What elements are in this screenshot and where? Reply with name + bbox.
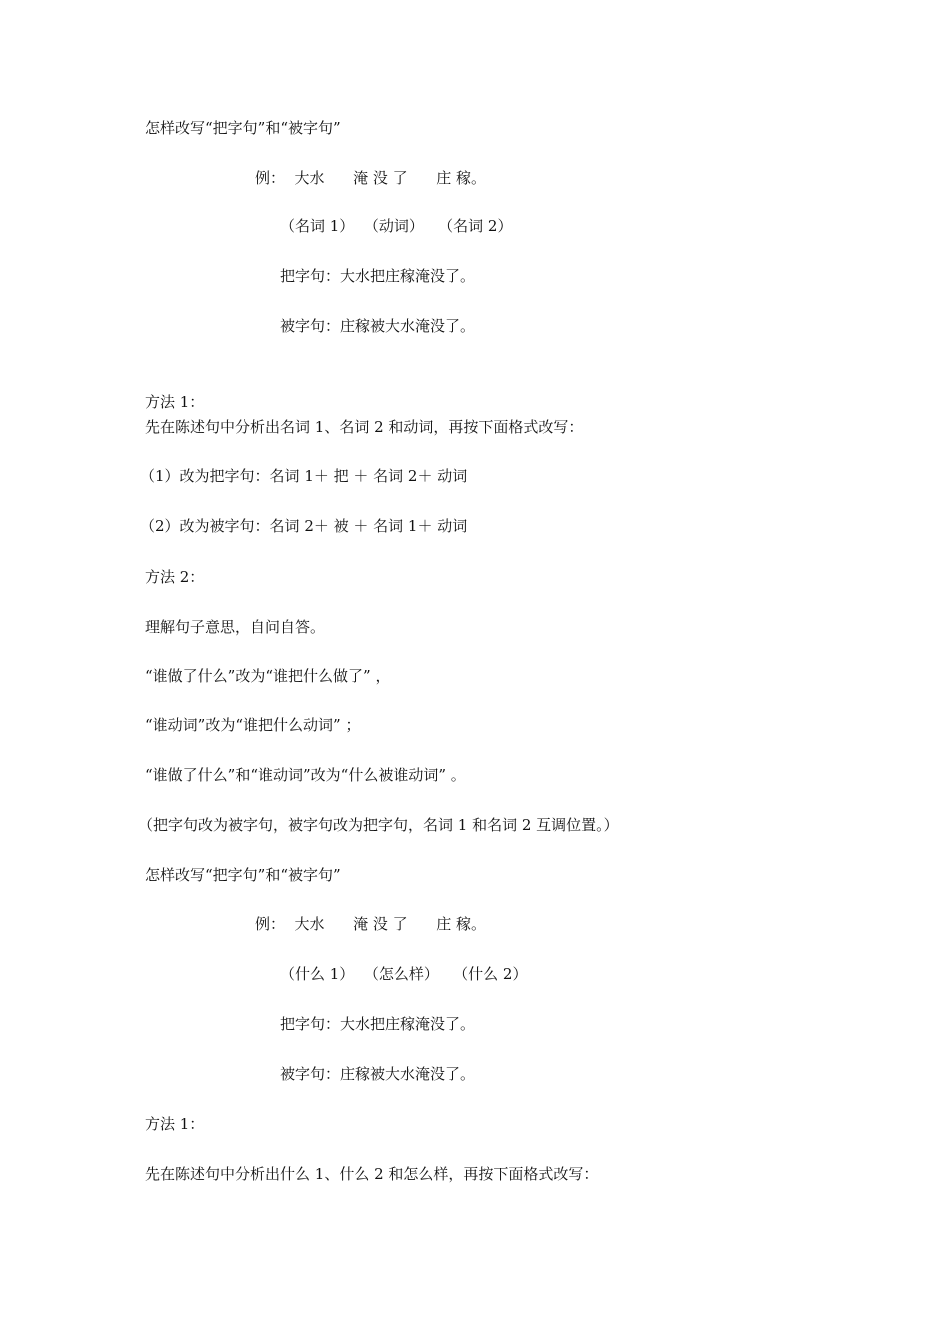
section1-note: （把字句改为被字句，被字句改为把字句，名词 1 和名词 2 互调位置。） (138, 816, 619, 834)
section2-bei-sentence: 被字句：庄稼被大水淹没了。 (280, 1065, 476, 1083)
section2-example-sentence: 例： 大水 淹 没 了 庄 稼。 (255, 915, 487, 933)
section1-example-sentence: 例： 大水 淹 没 了 庄 稼。 (255, 169, 487, 187)
section2-method1-intro: 先在陈述句中分析出什么 1、什么 2 和怎么样，再按下面格式改写： (145, 1165, 599, 1183)
section1-question-3: “谁做了什么”和“谁动词”改为“什么被谁动词” 。 (145, 766, 466, 784)
section1-bei-sentence: 被字句：庄稼被大水淹没了。 (280, 317, 476, 335)
section1-method1-heading: 方法 1： (145, 393, 205, 411)
section1-ba-sentence: 把字句：大水把庄稼淹没了。 (280, 267, 476, 285)
section2-word-roles: （什么 1） （怎么样） （什么 2） (280, 965, 528, 983)
section2-method1-heading: 方法 1： (145, 1115, 205, 1133)
section1-question-2: “谁动词”改为“谁把什么动词” ； (145, 716, 361, 734)
section1-question-1: “谁做了什么”改为“谁把什么做了” ， (145, 667, 391, 685)
section1-title: 怎样改写“把字句”和“被字句” (145, 119, 341, 137)
section2-ba-sentence: 把字句：大水把庄稼淹没了。 (280, 1015, 476, 1033)
section1-word-roles: （名词 1） （动词） （名词 2） (280, 217, 513, 235)
section2-title: 怎样改写“把字句”和“被字句” (145, 866, 341, 884)
section1-method2-heading: 方法 2： (145, 568, 205, 586)
section1-method1-intro: 先在陈述句中分析出名词 1、名词 2 和动词，再按下面格式改写： (145, 418, 584, 436)
section1-method2-intro: 理解句子意思，自问自答。 (145, 618, 326, 636)
section1-rule-ba: （1）改为把字句：名词 1＋ 把 ＋ 名词 2＋ 动词 (140, 467, 468, 485)
section1-rule-bei: （2）改为被字句：名词 2＋ 被 ＋ 名词 1＋ 动词 (140, 517, 468, 535)
